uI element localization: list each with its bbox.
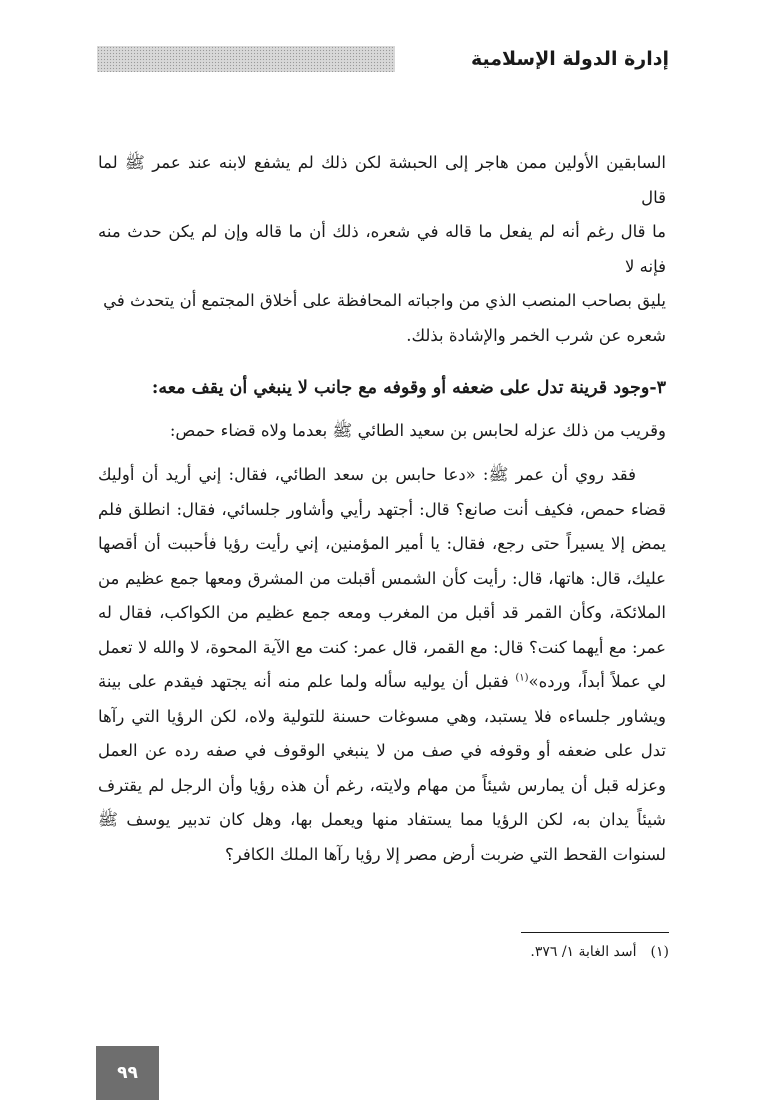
body-line: السابقين الأولين ممن هاجر إلى الحبشة لكن ذلك لم يشفع لابنه عند عمر ﷺ لما قال — [98, 153, 666, 207]
page-number: ٩٩ — [117, 1063, 138, 1083]
narration-commentary: فقبل أن يوليه سأله ولما علم منه أنه يجتهد فيقدم على بينة ويشاور جلساءه فلا يستبد، وهي مسوغات حسنة للتولية ولاه، لكن الرؤيا التي رآها تدل على ضعفه أو وقوفه في صف من لا ينبغي الوقوف في صفه رده عن العمل وعزله قبل أن يمارس شيئاً من مهام ولايته، رغم أن هذه رؤيا وأن الرجل لم يقترف شيئاً يدان به، لكن الرؤيا مما يستفاد منها ويعمل بها، وهل كان تدبير يوسف ﷺ لسنوات القحط التي ضربت أرض مصر إلا رؤيا رآها الملك الكافر؟ — [98, 672, 666, 864]
footnote-number: (١) — [650, 944, 669, 960]
footnote-divider — [521, 932, 669, 933]
footnote-reference[interactable]: (١) — [515, 672, 529, 684]
footnote — [530, 944, 669, 960]
narration-paragraph — [98, 458, 666, 872]
body-line: ما قال رغم أنه لم يفعل ما قاله في شعره، ذلك أن ما قاله وإن لم يكن حدث منه فإنه لا — [98, 222, 666, 276]
section-heading: ٣-وجود قرينة تدل على ضعفه أو وقوفه مع جانب لا ينبغي أن يقف معه: — [151, 378, 666, 398]
page-number-tab — [96, 1046, 159, 1100]
body-line: شعره عن شرب الخمر والإشادة بذلك. — [406, 325, 666, 345]
footnote-text: أسد الغابة ١/ ٣٧٦. — [530, 944, 637, 960]
running-header-title: إدارة الدولة الإسلامية — [470, 48, 669, 70]
body-line: يليق بصاحب المنصب الذي من واجباته المحافظة على أخلاق المجتمع أن يتحدث في — [103, 291, 666, 310]
body-text — [98, 146, 666, 872]
intro-line: وقريب من ذلك عزله لحابس بن سعيد الطائي ﷺ بعدما ولاه قضاء حمص: — [169, 420, 666, 440]
narration-quote: فقد روي أن عمر ﷺ: «دعا حابس بن سعد الطائي، فقال: إني أريد أن أوليك قضاء حمص، فكيف أنت صانع؟ قال: أجتهد رأيي وأشاور جلسائي، فقال: انطلق فلم يمض إلا يسيراً حتى رجع، فقال: يا أمير المؤمنين، إني رأيت رؤيا فأحببت أن أقصها عليك، قال: هاتها، قال: رأيت كأن الشمس أقبلت من المشرق ومعها جمع عظيم من الملائكة، وكأن القمر قد أقبل من المغرب ومعه جمع عظيم من الكواكب، فقال له عمر: مع أيهما كنت؟ قال: مع القمر، قال عمر: كنت مع الآية المحوة، لا والله لا تعمل لي عملاً أبداً، ورده» — [98, 465, 666, 691]
header-decorative-band — [97, 46, 395, 72]
